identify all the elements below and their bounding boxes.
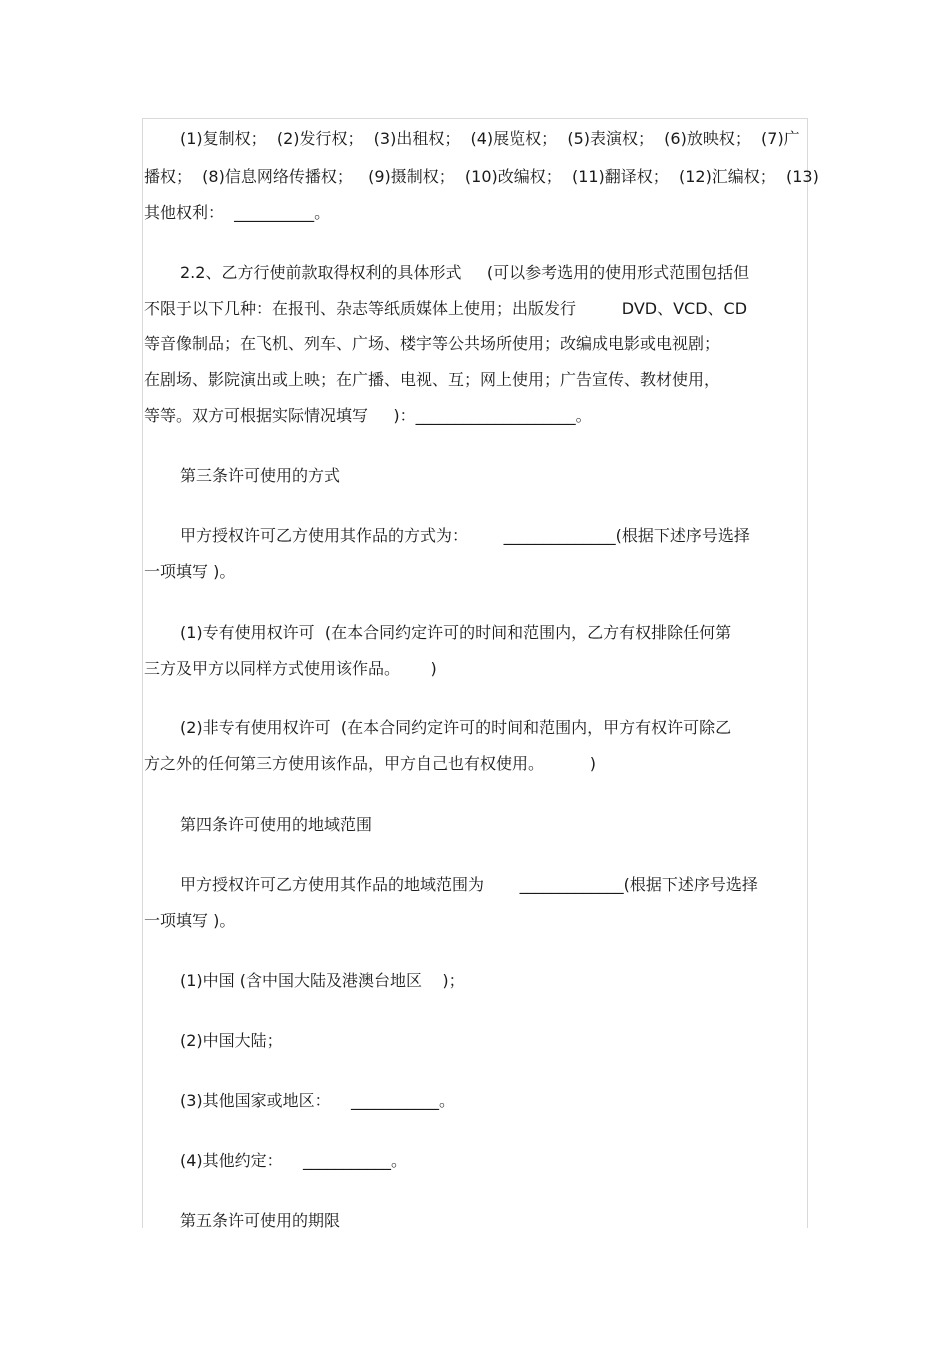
rights-list-line-1: (1)复制权； (2)发行权； (3)出租权； (4)展览权； (5)表演权； (6)放映权； (7)广 (180, 129, 800, 148)
article-4-option-4: (4)其他约定： ___________。 (180, 1151, 408, 1170)
article-3-body-line-2: 一项填写 )。 (144, 562, 236, 581)
rights-list-line-3: 其他权利： __________。 (144, 203, 331, 222)
article-3-title: 第三条许可使用的方式 (180, 466, 341, 485)
article-4-option-3: (3)其他国家或地区： ___________。 (180, 1091, 456, 1110)
article-3-option-1-line-2: 三方及甲方以同样方式使用该作品。 ) (144, 659, 437, 678)
frame-left-border (142, 118, 143, 1228)
clause-2-2-line-2: 不限于以下几种：在报刊、杂志等纸质媒体上使用；出版发行 DVD、VCD、CD (144, 299, 748, 318)
article-3-option-2-line-1: (2)非专有使用权许可 (在本合同约定许可的时间和范围内，甲方有权许可除乙 (180, 718, 732, 737)
rights-list-line-2: 播权； (8)信息网络传播权； (9)摄制权； (10)改编权； (11)翻译权； (12)汇编权； (13) (144, 167, 819, 186)
article-4-body-line-2: 一项填写 )。 (144, 911, 236, 930)
article-3-option-1-line-1: (1)专有使用权许可 (在本合同约定许可的时间和范围内，乙方有权排除任何第 (180, 623, 732, 642)
article-4-option-1: (1)中国 (含中国大陆及港澳台地区 )； (180, 971, 465, 990)
article-5-title: 第五条许可使用的期限 (180, 1211, 341, 1230)
article-3-option-2-line-2: 方之外的任何第三方使用该作品，甲方自己也有权使用。 ) (144, 754, 597, 773)
article-3-body-line-1: 甲方授权许可乙方使用其作品的方式为： ______________(根据下述序号选择 (180, 526, 750, 545)
article-4-title: 第四条许可使用的地域范围 (180, 815, 373, 834)
frame-top-border (142, 118, 808, 119)
clause-2-2-line-1: 2.2、乙方行使前款取得权利的具体形式 (可以参考选用的使用形式范围包括但 (180, 263, 750, 282)
clause-2-2-line-5: 等等。双方可根据实际情况填写 )：____________________。 (144, 406, 592, 425)
clause-2-2-line-4: 在剧场、影院演出或上映；在广播、电视、互；网上使用；广告宣传、教材使用， (144, 370, 721, 389)
frame-right-border (807, 118, 808, 1228)
clause-2-2-line-3: 等音像制品；在飞机、列车、广场、楼宇等公共场所使用；改编成电影或电视剧； (144, 334, 721, 353)
article-4-body-line-1: 甲方授权许可乙方使用其作品的地域范围为 _____________(根据下述序号选择 (180, 875, 758, 894)
article-4-option-2: (2)中国大陆； (180, 1031, 283, 1050)
